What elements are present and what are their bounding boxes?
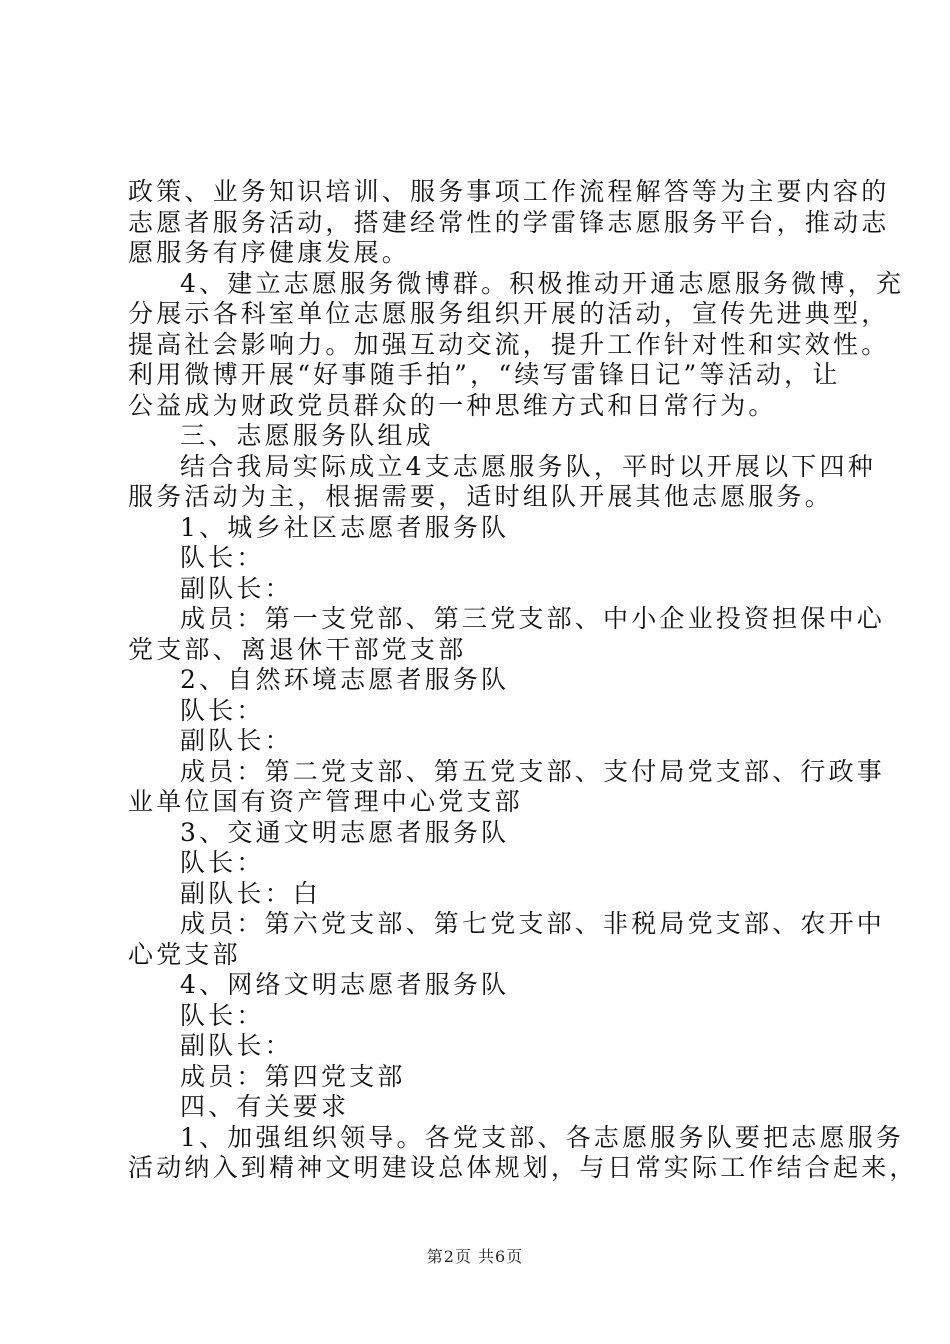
- text-line: 愿服务有序健康发展。: [128, 238, 411, 267]
- team-leader: 队长：: [180, 1000, 265, 1030]
- text-line: 公益成为财政党员群众的一种思维方式和日常行为。: [128, 390, 777, 420]
- team-members: 成员：第二党支部、第五党支部、支付局党支部、行政事: [180, 756, 886, 786]
- document-body: [128, 177, 918, 1184]
- team-heading: 3、交通文明志愿者服务队: [180, 817, 510, 847]
- team-deputy-leader: 副队长：: [180, 726, 293, 755]
- text-line: 4、建立志愿服务微博群。积极推动开通志愿服务微博，充: [180, 268, 905, 298]
- text-line: 提高社会影响力。加强互动交流，提升工作针对性和实效性。: [128, 329, 890, 359]
- team-leader: 队长：: [180, 543, 265, 572]
- team-deputy-leader: 副队长：: [180, 573, 293, 603]
- text-line: 1、加强组织领导。各党支部、各志愿服务队要把志愿服务: [180, 1122, 905, 1152]
- team-members: 成员：第四党支部: [180, 1061, 406, 1091]
- section-heading: 三、志愿服务队组成: [180, 421, 434, 450]
- team-heading: 1、城乡社区志愿者服务队: [180, 512, 510, 542]
- text-line: 活动纳入到精神文明建设总体规划，与日常实际工作结合起来，: [128, 1153, 918, 1182]
- team-leader: 队长：: [180, 848, 265, 877]
- text-line: 志愿者服务活动，搭建经常性的学雷锋志愿服务平台，推动志: [128, 207, 890, 237]
- team-heading: 2、自然环境志愿者服务队: [180, 665, 510, 694]
- text-line: 结合我局实际成立4支志愿服务队，平时以开展以下四种: [180, 451, 876, 481]
- text-line: 党支部、离退休干部党支部: [128, 634, 467, 664]
- page-number-footer: 第2页 共6页: [426, 1247, 524, 1266]
- team-leader: 队长：: [180, 695, 265, 725]
- team-members: 成员：第六党支部、第七党支部、非税局党支部、农开中: [180, 909, 886, 938]
- team-members: 成员：第一支党部、第三党支部、中小企业投资担保中心: [180, 604, 886, 633]
- text-line: 分展示各科室单位志愿服务组织开展的活动，宣传先进典型，: [128, 299, 890, 328]
- text-line: 心党支部: [128, 939, 241, 969]
- team-deputy-leader: 副队长：白: [180, 878, 322, 908]
- text-line: 服务活动为主，根据需要，适时组队开展其他志愿服务。: [128, 482, 834, 511]
- text-line: 政策、业务知识培训、服务事项工作流程解答等为主要内容的: [128, 177, 890, 206]
- team-deputy-leader: 副队长：: [180, 1031, 293, 1060]
- text-line: 业单位国有资产管理中心党支部: [128, 787, 523, 816]
- team-heading: 4、网络文明志愿者服务队: [180, 970, 510, 999]
- section-heading: 四、有关要求: [180, 1092, 350, 1121]
- text-line: 利用微博开展“好事随手拍”，“续写雷锋日记”等活动，让: [128, 360, 841, 389]
